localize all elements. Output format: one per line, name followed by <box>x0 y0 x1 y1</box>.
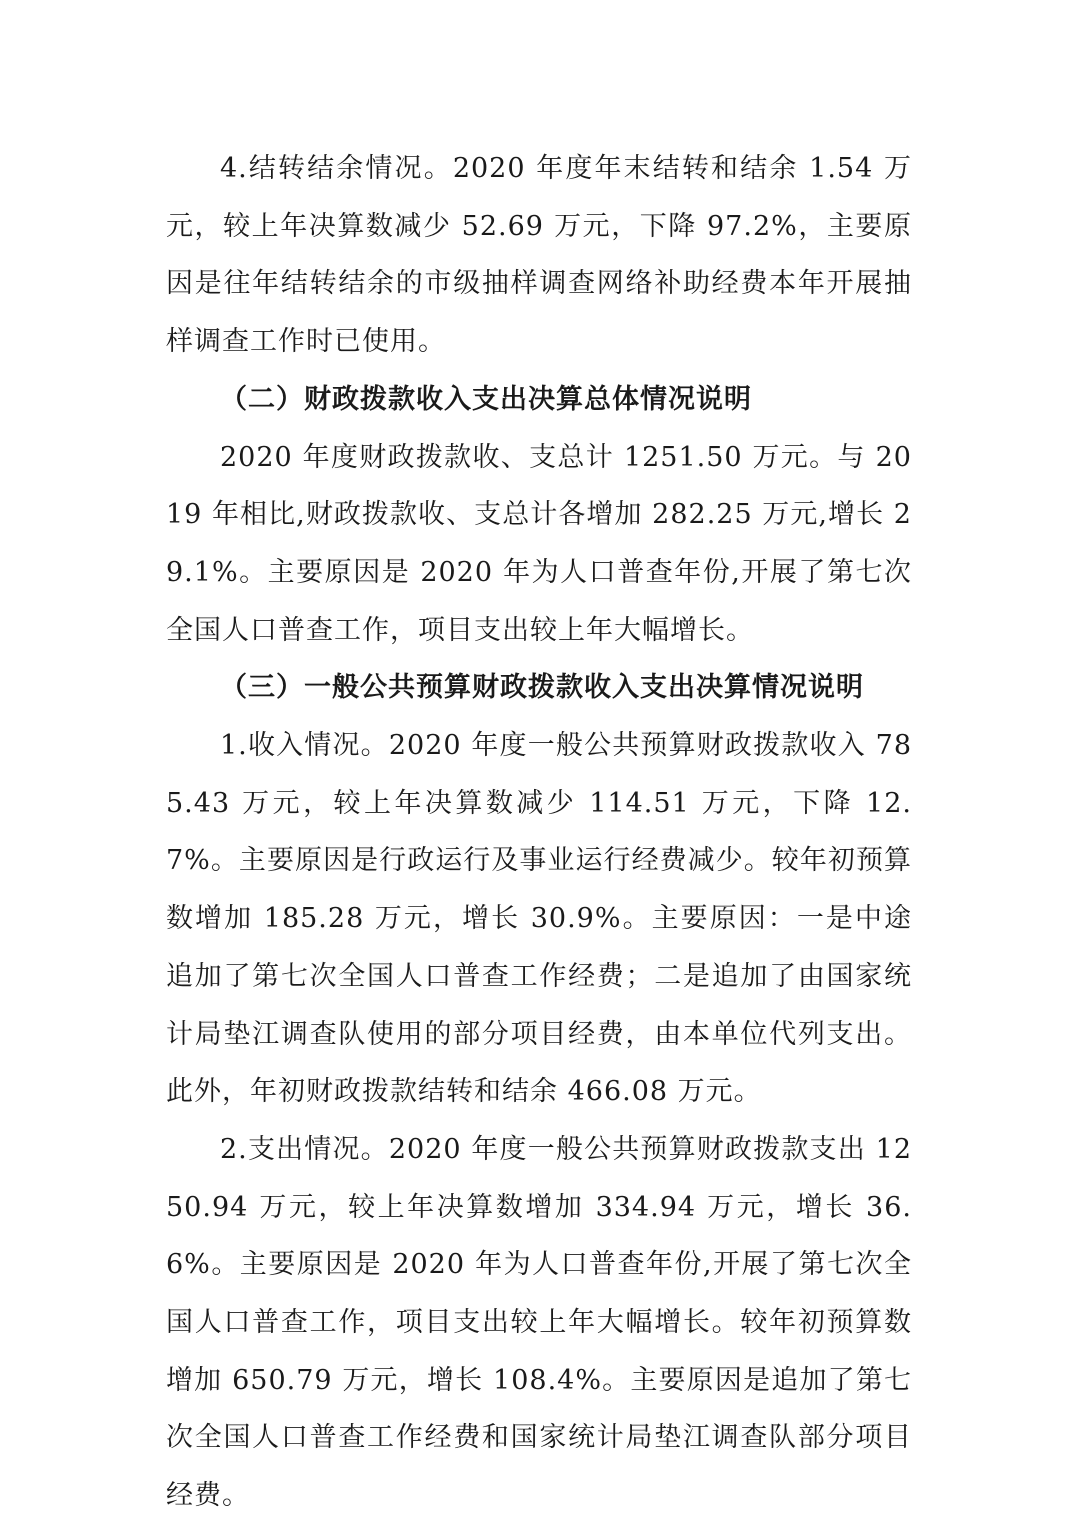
document-page <box>166 140 912 1525</box>
paragraph-carryover-balance: 4.结转结余情况。2020 年度年末结转和结余 1.54 万元，较上年决算数减少 52.69 万元，下降 97.2%，主要原因是往年结转结余的市级抽样调查网络补助经费本年开展抽样调查工作时已使用。 <box>166 153 912 358</box>
paragraph-fiscal-appropriation-total: 2020 年度财政拨款收、支总计 1251.50 万元。与 2019 年相比,财政拨款收、支总计各增加 282.25 万元,增长 29.1%。主要原因是 2020 年为人口普查年份,开展了第七次全国人口普查工作，项目支出较上年大幅增长。 <box>166 441 912 646</box>
section-heading-fiscal-appropriation: （二）财政拨款收入支出决算总体情况说明 <box>220 383 752 415</box>
paragraph-expenditure: 2.支出情况。2020 年度一般公共预算财政拨款支出 1250.94 万元，较上年决算数增加 334.94 万元，增长 36.6%。主要原因是 2020 年为人口普查年份,开展了第七次全国人口普查工作，项目支出较上年大幅增长。较年初预算数增加 650.79 万元，增长 108.4%。主要原因是追加了第七次全国人口普查工作经费和国家统计局垫江调查队部分项目经费。 <box>166 1133 912 1512</box>
section-heading-general-public-budget: （三）一般公共预算财政拨款收入支出决算情况说明 <box>220 672 864 704</box>
paragraph-income: 1.收入情况。2020 年度一般公共预算财政拨款收入 785.43 万元，较上年决算数减少 114.51 万元，下降 12.7%。主要原因是行政运行及事业运行经费减少。较年初预算数增加 185.28 万元，增长 30.9%。主要原因：一是中途追加了第七次全国人口普查工作经费；二是追加了由国家统计局垫江调查队使用的部分项目经费，由本单位代列支出。此外，年初财政拨款结转和结余 466.08 万元。 <box>166 730 912 1108</box>
